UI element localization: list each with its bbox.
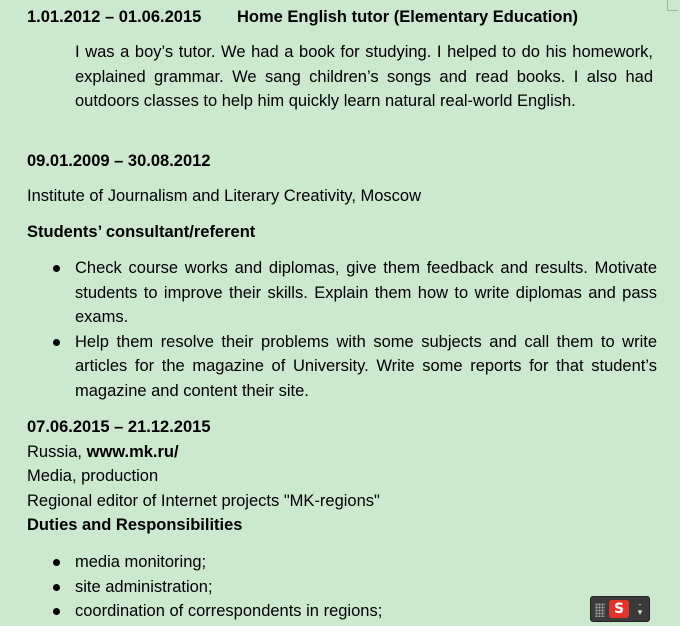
list-item [27,330,657,404]
bullet-text: coordination of correspondents in regions; [75,602,383,620]
bullet-text: Check course works and diplomas, give them feedback and results. Motivate students to improve their skills. Explain them how to write diplomas and pass exams. [75,259,657,326]
bullet-icon [53,265,60,272]
ime-toolbar[interactable] [590,596,650,622]
mk-location [27,440,179,465]
mk-position: Regional editor of Internet projects "MK-regions" [27,492,380,510]
institute-role: Students’ consultant/referent [27,223,256,241]
mk-duties-heading: Duties and Responsibilities [27,516,243,534]
chevron-down-icon: ▾ [637,608,643,618]
bullet-icon [53,584,60,591]
bullet-icon [53,339,60,346]
tutor-dates: 1.01.2012 – 01.06.2015 [27,8,202,26]
bullet-icon [53,559,60,566]
list-item [27,256,657,330]
mk-industry: Media, production [27,467,159,485]
mk-country: Russia, [27,443,87,461]
institute-bullet-list [27,256,657,403]
list-item [27,550,657,575]
bullet-icon [53,608,60,615]
mk-duties-list [27,550,657,624]
tutor-title: Home English tutor (Elementary Education) [237,8,579,26]
mk-dates: 07.06.2015 – 21.12.2015 [27,418,211,436]
bullet-text: media monitoring; [75,553,207,571]
institute-dates: 09.01.2009 – 30.08.2012 [27,152,211,170]
bullet-text: Help them resolve their problems with some subjects and call them to write articles for the magazine of University. Write some reports for that student’s magazine and content their site. [75,332,657,400]
tutor-description: I was a boy’s tutor. We had a book for studying. I helped to do his homework, explained grammar. We sang children’s songs and read books. I also had outdoors classes to help him quickly learn natural real-world English. [75,43,653,110]
drag-handle-icon[interactable] [595,603,605,617]
minus-glyph: - [638,600,642,610]
list-item [27,599,657,624]
mk-site-link[interactable]: www.mk.ru/ [86,443,179,461]
bullet-text: site administration; [75,577,213,596]
list-item [27,575,657,600]
institute-name: Institute of Journalism and Literary Creativity, Moscow [27,187,422,205]
sogou-logo-icon[interactable]: S [609,600,629,618]
menu-arrow-icon[interactable] [635,601,645,617]
margin-corner-mark [667,0,678,11]
